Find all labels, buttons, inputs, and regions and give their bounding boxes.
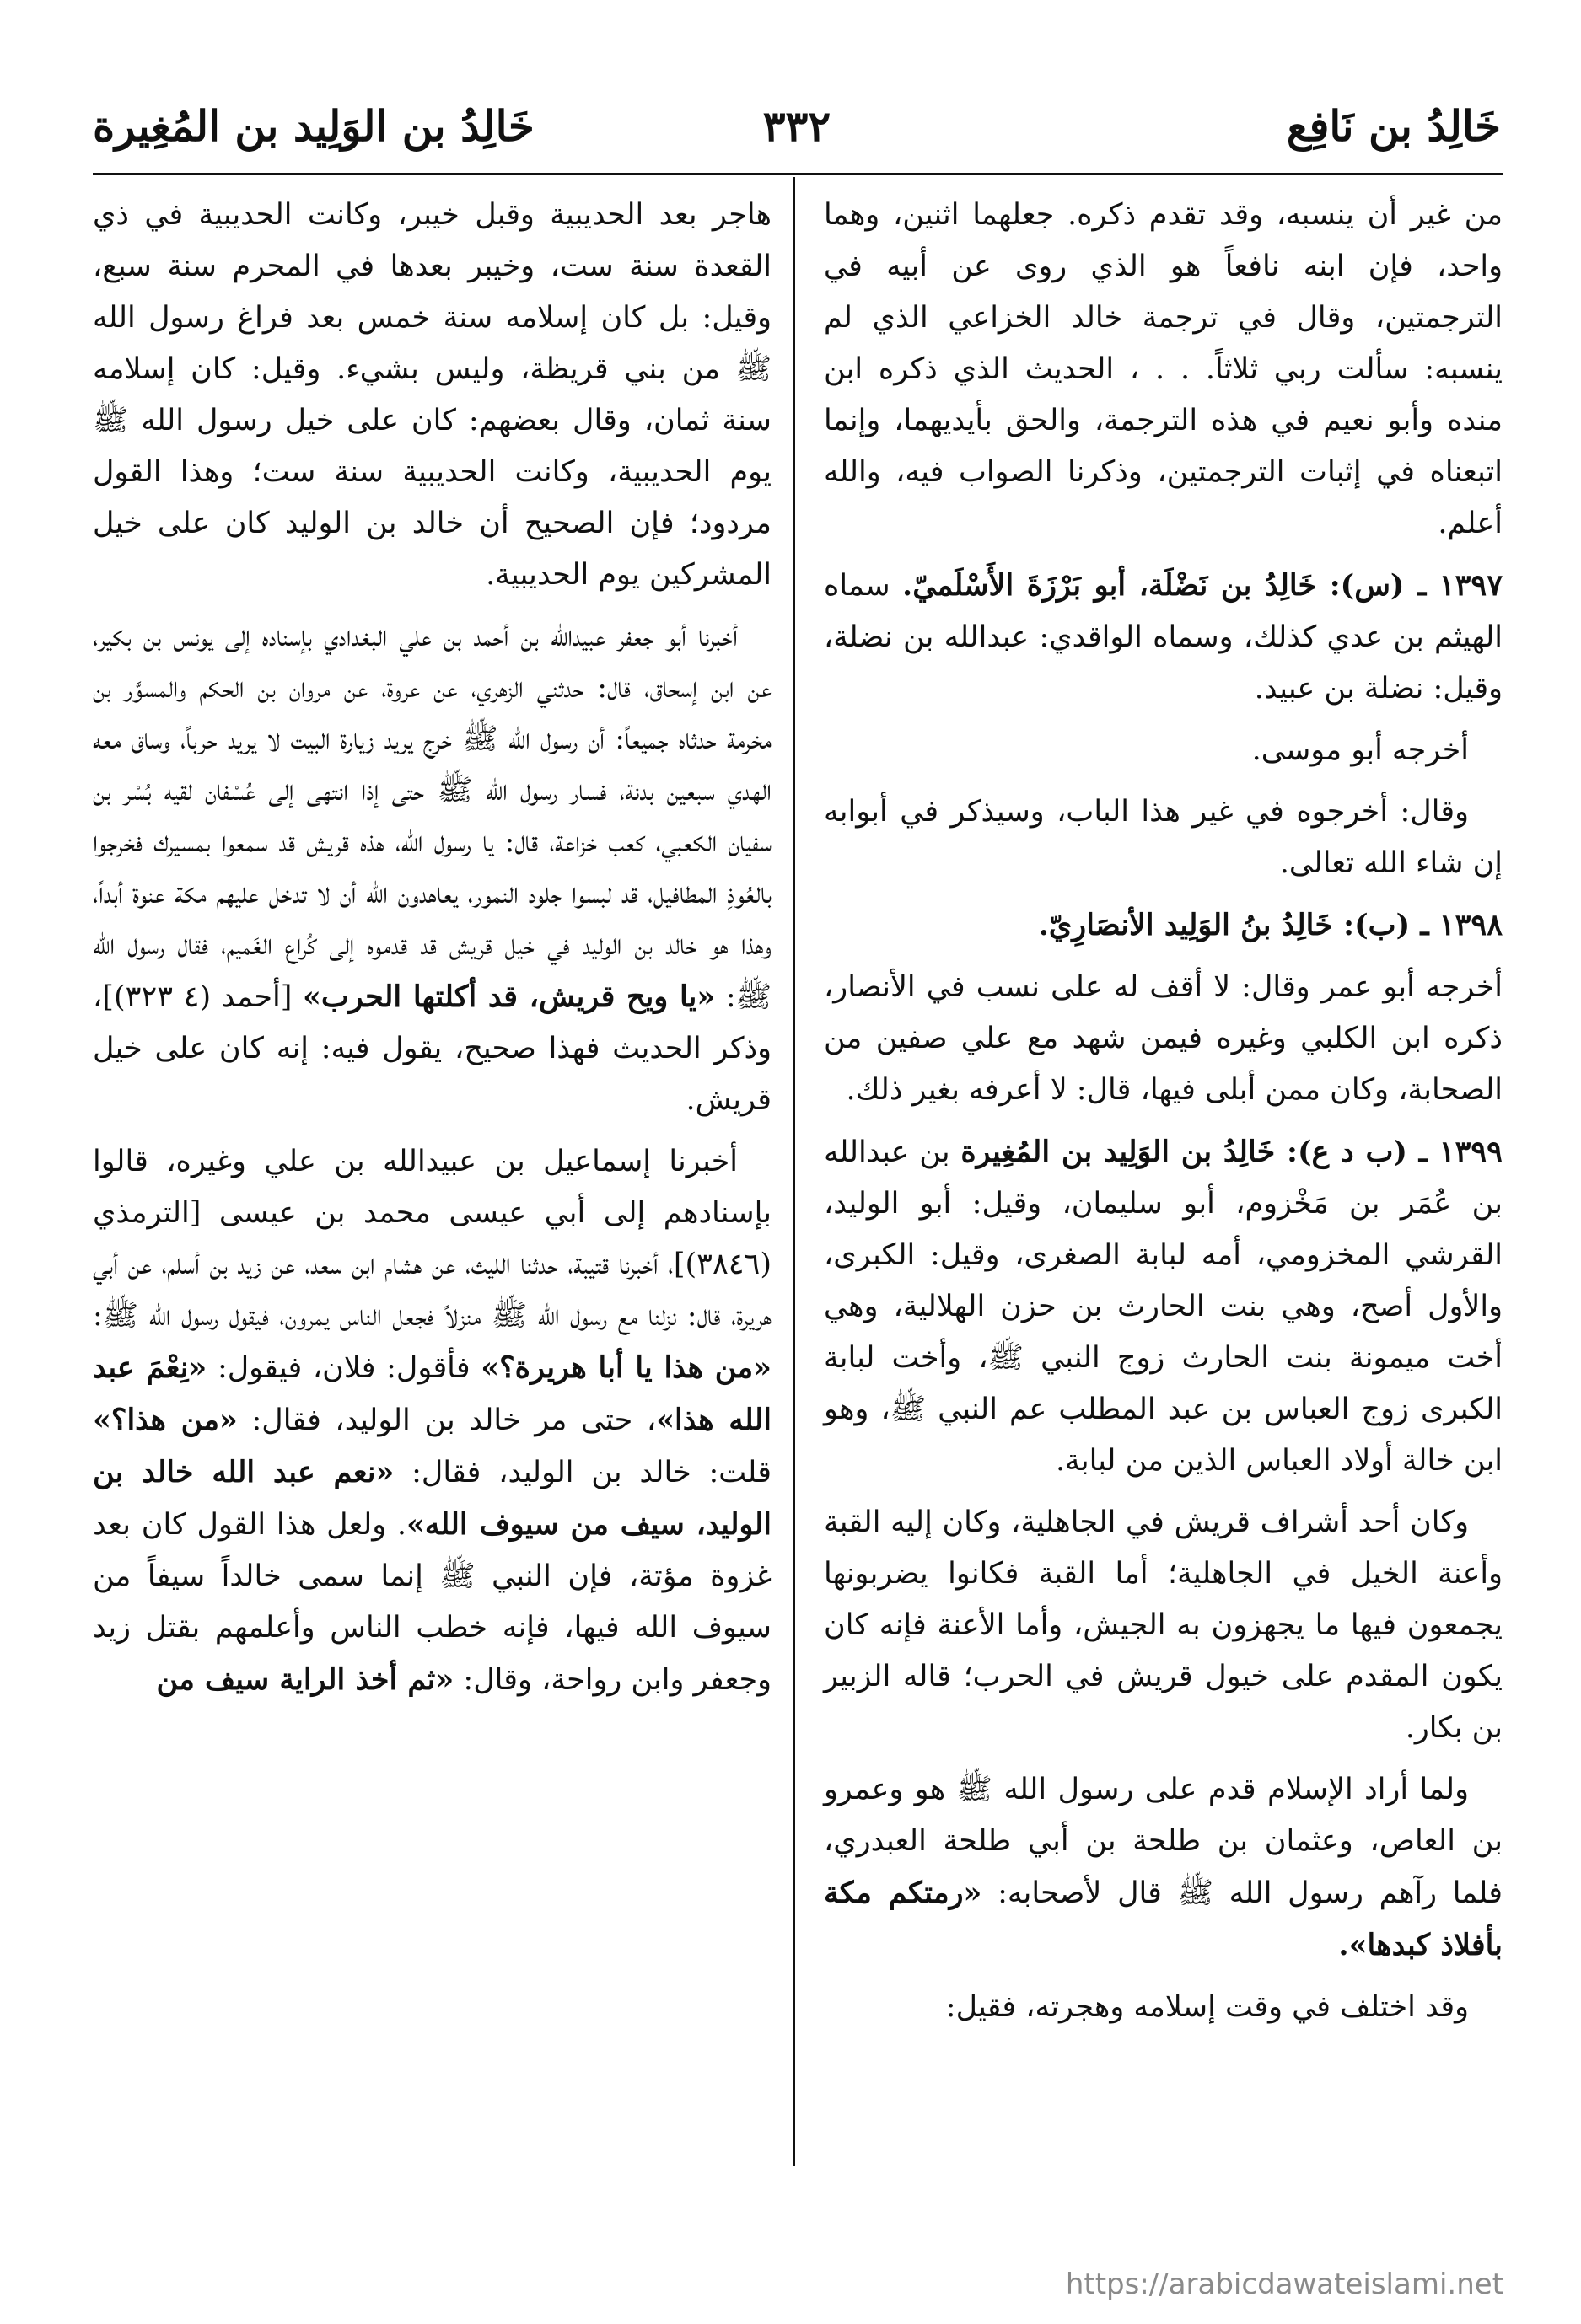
hadith-quote: «نِعْمَ عبد الله هذا» xyxy=(93,1350,772,1437)
paragraph: أخرجه أبو عمر وقال: لا أقف له على نسب في الأنصار، ذكره ابن الكلبي وغيره فيمن شهد مع علي صفين من الصحابة، وكان ممن أبلى فيها، قال: لا أعرفه بغير ذلك. xyxy=(824,970,1503,1107)
paragraph: من غير أن ينسبه، وقد تقدم ذكره. جعلهما اثنين، وهما واحد، فإن ابنه نافعاً هو الذي روى عن أبيه في الترجمتين، وقال في ترجمة خالد الخزاعي الذي لم ينسبه: سألت ربي ثلاثاً. . . ، الحديث الذي ذكره ابن منده وأبو نعيم في هذه الترجمة، والحق بأيديهما، وإنما اتبعناه في إثبات الترجمتين، وذكرنا الصواب فيه، والله أعلم. xyxy=(824,198,1503,540)
right-column xyxy=(824,190,1503,2043)
paragraph-text: [أحمد (٤ ٣٢٣)]، وذكر الحديث فهذا صحيح، يقول فيه: إنه كان على خيل قريش. xyxy=(93,980,772,1117)
paragraph xyxy=(93,611,772,1126)
entry-1399 xyxy=(824,1126,1503,1487)
paragraph xyxy=(93,1136,772,1706)
running-title-right: خَالِدُ بن نَافِع xyxy=(1286,101,1501,151)
paragraph-text: فأقول: فلان، فيقول: xyxy=(217,1351,471,1385)
entry-1398 xyxy=(824,899,1503,952)
site-watermark: https://arabicdawateislami.net xyxy=(1065,2268,1503,2301)
paragraph: أخرجه أبو موسى. xyxy=(1251,733,1469,767)
header-rule xyxy=(93,173,1503,175)
paragraph-text: ولما أراد الإسلام قدم على رسول الله ﷺ هو وعمرو بن العاص، وعثمان بن طلحة بن أبي طلحة العبدري، فلما رآهم رسول الله ﷺ قال لأصحابه: xyxy=(824,1773,1503,1910)
paragraph: هاجر بعد الحديبية وقبل خيبر، وكانت الحديبية في ذي القعدة سنة ست، وخيبر بعدها في المحرم سنة سبع، وقيل: بل كان إسلامه سنة خمس بعد فراغ رسول الله ﷺ من بني قريظة، وليس بشيء. وقيل: كان إسلامه سنة ثمان، وقال بعضهم: كان على خيل رسول الله ﷺ يوم الحديبية، وكانت الحديبية سنة ست؛ وهذا القول مردود؛ فإن الصحيح أن خالد بن الوليد كان على خيل المشركين يوم الحديبية. xyxy=(93,198,772,592)
hadith-quote: «يا ويح قريش، قد أكلتها الحرب» xyxy=(303,980,716,1014)
paragraph: وقد اختلف في وقت إسلامه وهجرته، فقيل: xyxy=(945,1990,1469,2024)
column-divider xyxy=(793,177,795,2166)
entry-heading: ١٣٩٨ ـ (ب): خَالِدُ بنُ الوَلِيد الأنصَارِيّ. xyxy=(1038,908,1503,942)
left-column xyxy=(93,190,772,1716)
page-number: ٣٣٢ xyxy=(762,101,831,151)
hadith-quote: «من هذا يا أبا هريرة؟» xyxy=(481,1350,772,1385)
entry-text: بن عبدالله بن عُمَر بن مَخْزوم، أبو سليمان، وقيل: أبو الوليد، القرشي المخزومي، أمه لبابة الصغرى، وقيل: الكبرى، والأول أصح، وهي بنت الحارث بن حزن الهلالية، وهي أخت ميمونة بنت الحارث زوج النبي ﷺ، وأخت لبابة الكبرى زوج العباس بن عبد المطلب عم النبي ﷺ، وهو ابن خالة أولاد العباس الذين من لبابة. xyxy=(824,1135,1503,1478)
entry-heading: ١٣٩٧ ـ (س): خَالِدُ بن نَضْلَة، أبو بَرْزَةَ الأَسْلَميّ. xyxy=(902,568,1503,603)
paragraph-text: أخبرنا أبو جعفر عبيدالله بن أحمد بن علي البغدادي بإسناده إلى يونس بن بكير، عن ابن إسحاق، قال: حدثني الزهري، عن عروة، عن مروان بن الحكم والمسوَّر بن مخرمة حدثاه جميعاً: أن رسول الله ﷺ خرج يريد زيارة البيت لا يريد حرباً، وساق معه الهدي سبعين بدنة، فسار رسول الله ﷺ حتى إذا انتهى إلى عُسْفان لقيه بُسْر بن سفيان الكعبي، كعب خزاعة، قال: يا رسول الله، هذه قريش قد سمعوا بمسيرك فخرجوا بالعُوذِ المطافيل، قد لبسوا جلود النمور، يعاهدون الله أن لا تدخل عليهم مكة عنوة أبداً، وهذا هو خالد بن الوليد في خيل قريش قد قدموه إلى كُراع الغَميم، فقال رسول الله ﷺ: xyxy=(93,620,772,1014)
entry-text: سماه الهيثم بن عدي كذلك، وسماه الواقدي: عبدالله بن نضلة، وقيل: نضلة بن عبيد. xyxy=(824,569,1503,706)
paragraph-text: . ولعل هذا القول كان بعد غزوة مؤتة، فإن النبي ﷺ إنما سمى خالداً سيفاً من سيوف الله فيها، فإنه خطب الناس وأعلمهم بقتل زيد وجعفر وابن رواحة، وقال: xyxy=(93,1508,772,1697)
hadith-quote: «من هذا؟» xyxy=(93,1403,238,1437)
paragraph: وكان أحد أشراف قريش في الجاهلية، وكان إليه القبة وأعنة الخيل في الجاهلية؛ أما القبة فكانوا يضربونها يجمعون فيها ما يجهزون به الجيش، وأما الأعنة فإنه كان يكون المقدم على خيول قريش في الحرب؛ قاله الزبير بن بكار. xyxy=(824,1506,1503,1745)
paragraph xyxy=(824,1764,1503,1972)
hadith-quote: «رمتكم مكة بأفلاذ كبدها». xyxy=(824,1876,1503,1962)
page-header xyxy=(93,101,1501,169)
paragraph-text: أخبرنا إسماعيل بن عبيدالله بن علي وغيره، قالوا بإسنادهم إلى أبي عيسى محمد بن عيسى [الترمذي (٣٨٤٦)]، أخبرنا قتيبة، حدثنا الليث، عن هشام ابن سعد، عن زيد بن أسلم، عن أبي هريرة، قال: نزلنا مع رسول الله ﷺ منزلاً فجعل الناس يمرون، فيقول رسول الله ﷺ: xyxy=(93,1145,772,1333)
hadith-quote: «نعم عبد الله خالد بن الوليد، سيف من سيوف الله» xyxy=(93,1455,772,1542)
hadith-quote: «ثم أخذ الراية سيف من xyxy=(156,1662,454,1697)
paragraph: وقال: أخرجوه في غير هذا الباب، وسيذكر في أبوابه إن شاء الله تعالى. xyxy=(824,795,1503,880)
entry-heading: ١٣٩٩ ـ (ب د ع): خَالِدُ بن الوَلِيد بن المُغِيرة xyxy=(960,1135,1503,1169)
entry-1397 xyxy=(824,560,1503,715)
paragraph-text: قلت: خالد بن الوليد، فقال: xyxy=(411,1456,772,1489)
paragraph-text: ، حتى مر خالد بن الوليد، فقال: xyxy=(251,1404,657,1437)
running-title-left: خَالِدُ بن الوَلِيد بن المُغِيرة xyxy=(93,101,535,151)
